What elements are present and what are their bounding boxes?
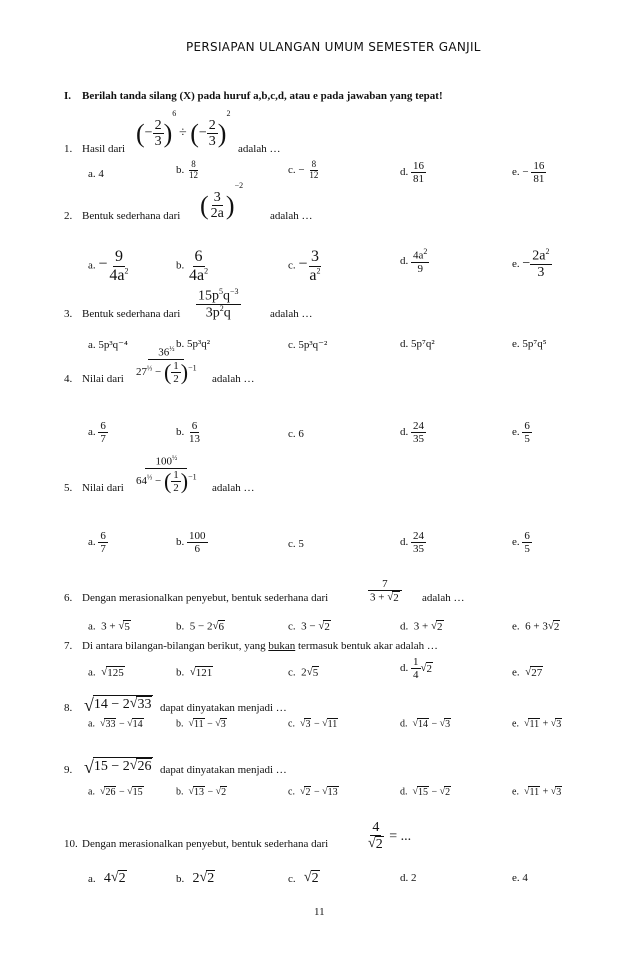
q5-option-e[interactable]: e. $\frac{6}{5}$: [512, 530, 530, 556]
q6-expression: 7 3 + √ 2: [368, 578, 402, 605]
q5-suffix: adalah …: [212, 482, 255, 494]
q10-option-d[interactable]: d. 2: [400, 872, 417, 884]
q4-option-c[interactable]: c. 6: [288, 428, 304, 440]
page-number: 11: [314, 906, 325, 918]
q7-option-a[interactable]: a. √ 125: [88, 666, 124, 679]
q10-option-e[interactable]: e. 4: [512, 872, 528, 884]
q3-option-a[interactable]: a. 5p³q⁻⁴: [88, 339, 128, 351]
q3-option-c[interactable]: c. 5p³q⁻²: [288, 339, 328, 351]
q2-prefix: Bentuk sederhana dari: [82, 210, 181, 222]
q10-number: 10.: [64, 838, 78, 850]
q9-expression: √ 15 − 2 √ 26: [84, 757, 152, 777]
q9-option-d[interactable]: d. √ 15 − √ 2: [400, 786, 451, 798]
q1-option-d[interactable]: d. $\frac{16}{81}$: [400, 160, 424, 186]
q8-option-b[interactable]: b. √ 11 − √ 3: [176, 718, 226, 730]
q10-prefix: Dengan merasionalkan penyebut, bentuk sederhana dari: [82, 838, 329, 850]
q7-option-e[interactable]: e. √ 27: [512, 666, 543, 679]
q5-expression: $100^{\frac{1}{2}}$ $64^{\frac{1}{3}}$ − ( $\frac{1}{2}$ )$^{-1}$: [136, 454, 197, 494]
q4-option-e[interactable]: e. $\frac{6}{5}$: [512, 420, 530, 446]
q3-option-d[interactable]: d. 5p⁷q²: [400, 338, 435, 350]
q6-option-d[interactable]: d. 3 + √ 2: [400, 620, 443, 633]
q1-suffix: adalah …: [238, 143, 281, 155]
q9-option-a[interactable]: a. √ 26 − √ 15: [88, 786, 143, 798]
q2-number: 2.: [64, 210, 73, 222]
q3-number: 3.: [64, 308, 73, 320]
q9-option-c[interactable]: c. √ 2 − √ 13: [288, 786, 338, 798]
q3-prefix: Bentuk sederhana dari: [82, 308, 181, 320]
q6-option-a[interactable]: a. 3 + √ 5: [88, 620, 130, 633]
q4-expression: $36^{\frac{1}{2}}$ $27^{\frac{1}{3}}$ − ( $\frac{1}{2}$ )$^{-1}$: [136, 345, 197, 385]
q8-option-a[interactable]: a. √ 33 − √ 14: [88, 718, 143, 730]
q5-option-d[interactable]: d. $\frac{24}{35}$: [400, 530, 424, 556]
q2-option-e[interactable]: e. − $\frac{2a^2}{3}$: [512, 247, 550, 281]
q9-suffix: dapat dinyatakan menjadi …: [160, 764, 287, 776]
q5-option-b[interactable]: b. $\frac{100}{6}$: [176, 530, 206, 556]
q4-suffix: adalah …: [212, 373, 255, 385]
q9-option-b[interactable]: b. √ 13 − √ 2: [176, 786, 227, 798]
q3-option-e[interactable]: e. 5p⁷q⁵: [512, 338, 547, 350]
section-instruction: Berilah tanda silang (X) pada huruf a,b,c,d, atau e pada jawaban yang tepat!: [82, 90, 443, 102]
q1-prefix: Hasil dari: [82, 143, 126, 155]
q9-option-e[interactable]: e. √ 11 + √ 3: [512, 786, 562, 798]
q10-expression: 4 √ 2 = ...: [368, 820, 412, 853]
q7-text: Di antara bilangan-bilangan berikut, yang bukan termasuk bentuk akar adalah …: [82, 640, 438, 652]
q8-suffix: dapat dinyatakan menjadi …: [160, 702, 287, 714]
q8-option-e[interactable]: e. √ 11 + √ 3: [512, 718, 562, 730]
q8-number: 8.: [64, 702, 73, 714]
q6-option-b[interactable]: b. 5 − 2 √ 6: [176, 620, 225, 633]
q6-prefix: Dengan merasionalkan penyebut, bentuk sederhana dari: [82, 592, 329, 604]
q5-option-c[interactable]: c. 5: [288, 538, 304, 550]
q2-suffix: adalah …: [270, 210, 313, 222]
q3-option-b[interactable]: b. 5p³q²: [176, 338, 211, 350]
q4-prefix: Nilai dari: [82, 373, 124, 385]
q6-suffix: adalah …: [422, 592, 465, 604]
q7-option-d[interactable]: d. $\frac{1}{4}$ √ 2: [400, 656, 433, 682]
q1-option-b[interactable]: b. $\frac{8}{12}$: [176, 159, 198, 180]
q1-expression: (− $\frac{2}{3}$ )$^6$ ÷ (− $\frac{2}{3}$ )$^2$: [136, 108, 231, 150]
q4-option-a[interactable]: a. $\frac{6}{7}$: [88, 420, 106, 446]
q2-expression: ( $\frac{3}{2a}$ )$^{-2}$: [200, 180, 244, 222]
q10-option-a[interactable]: a. 4 √ 2: [88, 870, 126, 886]
q6-number: 6.: [64, 592, 73, 604]
q5-prefix: Nilai dari: [82, 482, 124, 494]
q2-option-d[interactable]: d. $\frac{4a^2}{9}$: [400, 247, 428, 275]
q5-number: 5.: [64, 482, 73, 494]
q6-option-e[interactable]: e. 6 + 3 √ 2: [512, 620, 560, 633]
q7-number: 7.: [64, 640, 73, 652]
q8-option-d[interactable]: d. √ 14 − √ 3: [400, 718, 451, 730]
q3-expression: $\frac{15p^5q^{-3}}{3p^2q}$: [198, 287, 239, 321]
q8-expression: √ 14 − 2 √ 33: [84, 695, 152, 715]
q4-option-d[interactable]: d. $\frac{24}{35}$: [400, 420, 424, 446]
q7-option-c[interactable]: c. 2 √ 5: [288, 666, 319, 679]
q2-option-a[interactable]: a. − $\frac{9}{4a^2}$: [88, 248, 129, 284]
page-title: PERSIAPAN ULANGAN UMUM SEMESTER GANJIL: [186, 40, 481, 54]
q8-option-c[interactable]: c. √ 3 − √ 11: [288, 718, 338, 730]
q2-option-b[interactable]: b. $\frac{6}{4a^2}$: [176, 248, 209, 284]
q4-option-b[interactable]: b. $\frac{6}{13}$: [176, 420, 200, 446]
q1-option-c[interactable]: c. − $\frac{8}{12}$: [288, 159, 319, 180]
section-label: I.: [64, 90, 72, 102]
q6-option-c[interactable]: c. 3 − √ 2: [288, 620, 330, 633]
q1-number: 1.: [64, 143, 73, 155]
q4-number: 4.: [64, 373, 73, 385]
q3-suffix: adalah …: [270, 308, 313, 320]
q10-option-c[interactable]: c. √ 2: [288, 870, 319, 886]
q7-option-b[interactable]: b. √ 121: [176, 666, 213, 679]
q10-option-b[interactable]: b. 2 √ 2: [176, 870, 215, 886]
q1-option-a[interactable]: a. 4: [88, 168, 104, 180]
q2-option-c[interactable]: c. − $\frac{3}{a^2}$: [288, 248, 321, 284]
q1-option-e[interactable]: e. − $\frac{16}{81}$: [512, 160, 545, 186]
q9-number: 9.: [64, 764, 73, 776]
q5-option-a[interactable]: a. $\frac{6}{7}$: [88, 530, 106, 556]
